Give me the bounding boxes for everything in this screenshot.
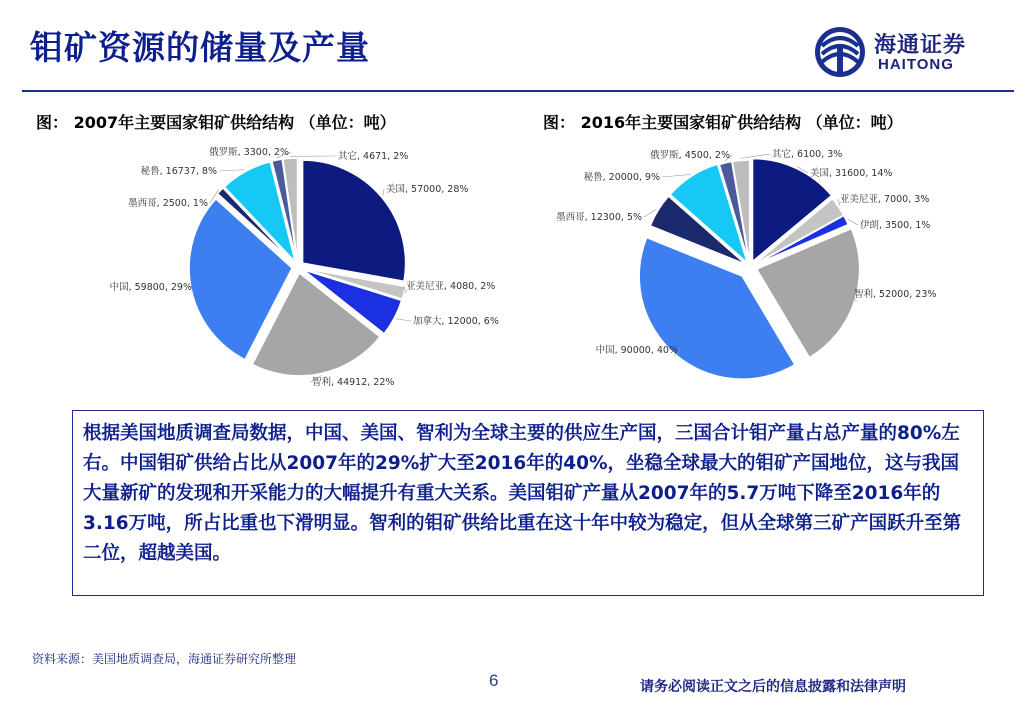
pie-2007-label-0: 美国, 57000, 28% xyxy=(386,184,469,195)
pie-2007-label-7: 俄罗斯, 3300, 2% xyxy=(209,147,289,158)
pie-2007-label-1: 亚美尼亚, 4080, 2% xyxy=(406,281,496,292)
pie-2007-leader-6 xyxy=(219,170,245,171)
pie-2016-leader-8 xyxy=(741,154,770,158)
haitong-logo xyxy=(812,24,1012,80)
pie-2007-label-2: 加拿大, 12000, 6% xyxy=(413,316,499,327)
pie-2016-leader-6 xyxy=(662,174,691,177)
pie-2016-label-6: 秘鲁, 20000, 9% xyxy=(583,172,660,183)
logo-english-name: HAITONG xyxy=(878,56,954,73)
pie-2007-label-3: 智利, 44912, 22% xyxy=(312,377,395,388)
pie-chart-2007 xyxy=(100,140,520,400)
pie-2016-slice-4 xyxy=(639,238,795,380)
chart-2007-title: 图： 2007年主要国家钼矿供给结构 （单位：吨） xyxy=(36,113,396,132)
pie-2016-label-2: 伊朗, 3500, 1% xyxy=(860,220,931,231)
pie-2016-label-8: 其它, 6100, 3% xyxy=(772,149,843,160)
summary-text: 根据美国地质调查局数据，中国、美国、智利为全球主要的供应生产国，三国合计钼产量占总产量的80%左右。中国钼矿供给占比从2007年的29%扩大至2016年的40%，坐稳全球最大的钼矿产国地位，这与我国大量新矿的发现和开采能力的大幅提升有重大关系。美国钼矿产量从2007年的5.7万吨下降至2016年的3.16万吨，所占比重也下滑明显。智利的钼矿供给比重在这十年中较为稳定，但从全球第三矿产国跃升至第二位，超越美国。 xyxy=(83,423,962,564)
pie-2007-label-6: 秘鲁, 16737, 8% xyxy=(140,166,217,177)
pie-2007-leader-0 xyxy=(383,189,384,196)
pie-2016-label-4: 中国, 90000, 40% xyxy=(595,345,678,356)
header-divider xyxy=(22,90,1014,92)
pie-2016-leader-2 xyxy=(848,219,858,225)
pie-2016-label-1: 亚美尼亚, 7000, 3% xyxy=(840,194,930,205)
disclaimer-text: 请务必阅读正文之后的信息披露和法律声明 xyxy=(640,679,906,695)
chart-2016-title: 图： 2016年主要国家钼矿供给结构 （单位：吨） xyxy=(543,113,903,132)
pie-2007-leader-2 xyxy=(396,319,411,321)
page-title: 钼矿资源的储量及产量 xyxy=(30,28,370,67)
pie-2007-label-8: 其它, 4671, 2% xyxy=(338,151,409,162)
pie-2016-label-0: 美国, 31600, 14% xyxy=(810,168,893,179)
pie-2007-label-5: 墨西哥, 2500, 1% xyxy=(128,198,208,209)
page-number: 6 xyxy=(489,671,499,690)
logo-chinese-name: 海通证券 xyxy=(874,32,967,58)
pie-2016-label-7: 俄罗斯, 4500, 2% xyxy=(650,150,730,161)
pie-2007-label-4: 中国, 59800, 29% xyxy=(109,282,192,293)
pie-2007-slice-0 xyxy=(303,160,406,281)
source-note: 资料来源：美国地质调查局，海通证券研究所整理 xyxy=(32,652,297,666)
pie-chart-2016 xyxy=(540,140,980,400)
pie-2016-label-3: 智利, 52000, 23% xyxy=(854,289,937,300)
haitong-emblem-icon xyxy=(812,24,868,80)
pie-2016-label-5: 墨西哥, 12300, 5% xyxy=(556,212,642,223)
summary-box xyxy=(72,410,984,596)
